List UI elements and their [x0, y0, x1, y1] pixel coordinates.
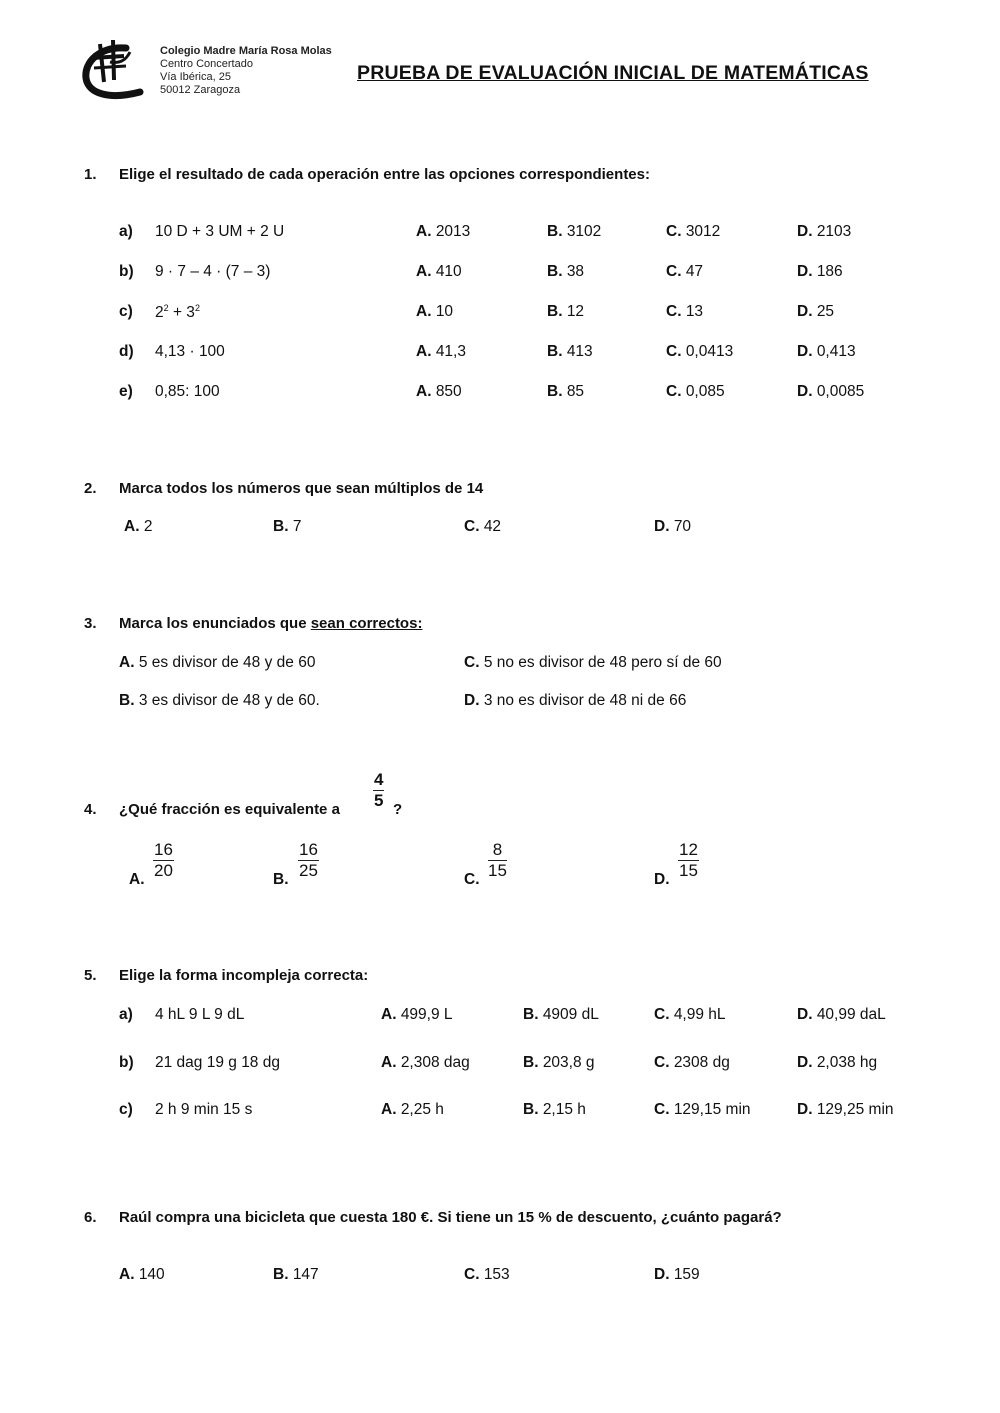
school-logo: [80, 36, 158, 102]
row-expression: 21 dag 19 g 18 dg: [155, 1054, 280, 1071]
q4-fraction: 4 5: [374, 770, 384, 810]
row-label: b): [119, 1054, 134, 1071]
option-c[interactable]: C. 129,15 min: [654, 1101, 751, 1118]
q6-option-b[interactable]: B. 147: [273, 1266, 319, 1283]
school-address: [160, 45, 332, 97]
q3-number: 3.: [84, 615, 97, 632]
option-a[interactable]: A. 2,25 h: [381, 1101, 444, 1118]
q6-number: 6.: [84, 1209, 97, 1226]
row-expression: 4 hL 9 L 9 dL: [155, 1006, 245, 1023]
q3-option-a[interactable]: A. 5 es divisor de 48 y de 60: [119, 654, 316, 671]
row-expression: 0,85: 100: [155, 383, 220, 400]
school-line4: 50012 Zaragoza: [160, 84, 241, 96]
option-c[interactable]: C. 0,085: [666, 383, 725, 400]
option-d[interactable]: D. 40,99 daL: [797, 1006, 886, 1023]
option-a[interactable]: A. 2013: [416, 223, 471, 240]
q6-option-a[interactable]: A. 140: [119, 1266, 165, 1283]
row-label: c): [119, 303, 133, 320]
q2-number: 2.: [84, 480, 97, 497]
q2-option-d[interactable]: D. 70: [654, 518, 692, 535]
row-expression: 2 h 9 min 15 s: [155, 1101, 253, 1118]
option-a[interactable]: A. 10: [416, 303, 454, 320]
q5-text: Elige la forma incompleja correcta:: [119, 967, 369, 984]
option-b[interactable]: B. 38: [547, 263, 585, 280]
option-d[interactable]: D. 2,038 hg: [797, 1054, 878, 1071]
option-c[interactable]: C. 2308 dg: [654, 1054, 730, 1071]
option-a[interactable]: A. 499,9 L: [381, 1006, 453, 1023]
option-d[interactable]: D. 25: [797, 303, 835, 320]
school-name: Colegio Madre María Rosa Molas: [160, 45, 332, 57]
option-c[interactable]: C. 13: [666, 303, 704, 320]
q5-number: 5.: [84, 967, 97, 984]
q3-text: Marca los enunciados que sean correctos:: [119, 615, 423, 632]
q4-number: 4.: [84, 801, 97, 818]
row-expression: 9 · 7 – 4 · (7 – 3): [155, 263, 271, 280]
q6-option-c[interactable]: C. 153: [464, 1266, 510, 1283]
option-b[interactable]: B. 85: [547, 383, 585, 400]
q3-option-d[interactable]: D. 3 no es divisor de 48 ni de 66: [464, 692, 687, 709]
q6-option-d[interactable]: D. 159: [654, 1266, 700, 1283]
option-d[interactable]: D. 2103: [797, 223, 852, 240]
q3-option-c[interactable]: C. 5 no es divisor de 48 pero sí de 60: [464, 654, 722, 671]
option-b[interactable]: B. 2,15 h: [523, 1101, 586, 1118]
school-line3: Vía Ibérica, 25: [160, 71, 231, 83]
option-d[interactable]: D. 0,413: [797, 343, 856, 360]
option-b[interactable]: B. 3102: [547, 223, 602, 240]
option-a[interactable]: A. 410: [416, 263, 462, 280]
option-c[interactable]: C. 4,99 hL: [654, 1006, 726, 1023]
school-line2: Centro Concertado: [160, 58, 253, 70]
option-d[interactable]: D. 129,25 min: [797, 1101, 894, 1118]
row-expression: 4,13 · 100: [155, 343, 225, 360]
row-label: a): [119, 1006, 133, 1023]
option-b[interactable]: B. 12: [547, 303, 585, 320]
page-title: PRUEBA DE EVALUACIÓN INICIAL DE MATEMÁTICAS: [357, 62, 869, 84]
option-c[interactable]: C. 3012: [666, 223, 721, 240]
option-b[interactable]: B. 413: [547, 343, 593, 360]
option-d[interactable]: D. 186: [797, 263, 843, 280]
row-label: b): [119, 263, 134, 280]
q1-text: Elige el resultado de cada operación entre las opciones correspondientes:: [119, 166, 650, 183]
row-label: a): [119, 223, 133, 240]
q4-question-mark: ?: [393, 801, 403, 818]
q1-number: 1.: [84, 166, 97, 183]
option-b[interactable]: B. 203,8 g: [523, 1054, 595, 1071]
q2-text: Marca todos los números que sean múltiplos de 14: [119, 480, 484, 497]
row-label: c): [119, 1101, 133, 1118]
q6-text: Raúl compra una bicicleta que cuesta 180 €. Si tiene un 15 % de descuento, ¿cuánto pagará?: [119, 1209, 782, 1226]
option-a[interactable]: A. 850: [416, 383, 462, 400]
option-c[interactable]: C. 0,0413: [666, 343, 734, 360]
q4-text: ¿Qué fracción es equivalente a: [119, 801, 340, 818]
q2-option-b[interactable]: B. 7: [273, 518, 302, 535]
row-expression: $2^2 + 3^2$: [155, 303, 200, 322]
q2-option-c[interactable]: C. 42: [464, 518, 502, 535]
option-a[interactable]: A. 41,3: [416, 343, 466, 360]
row-label: e): [119, 383, 133, 400]
q2-option-a[interactable]: A. 2: [124, 518, 153, 535]
row-label: d): [119, 343, 134, 360]
option-c[interactable]: C. 47: [666, 263, 704, 280]
option-a[interactable]: A. 2,308 dag: [381, 1054, 470, 1071]
row-expression: 10 D + 3 UM + 2 U: [155, 223, 285, 240]
q3-option-b[interactable]: B. 3 es divisor de 48 y de 60.: [119, 692, 320, 709]
option-d[interactable]: D. 0,0085: [797, 383, 865, 400]
option-b[interactable]: B. 4909 dL: [523, 1006, 599, 1023]
